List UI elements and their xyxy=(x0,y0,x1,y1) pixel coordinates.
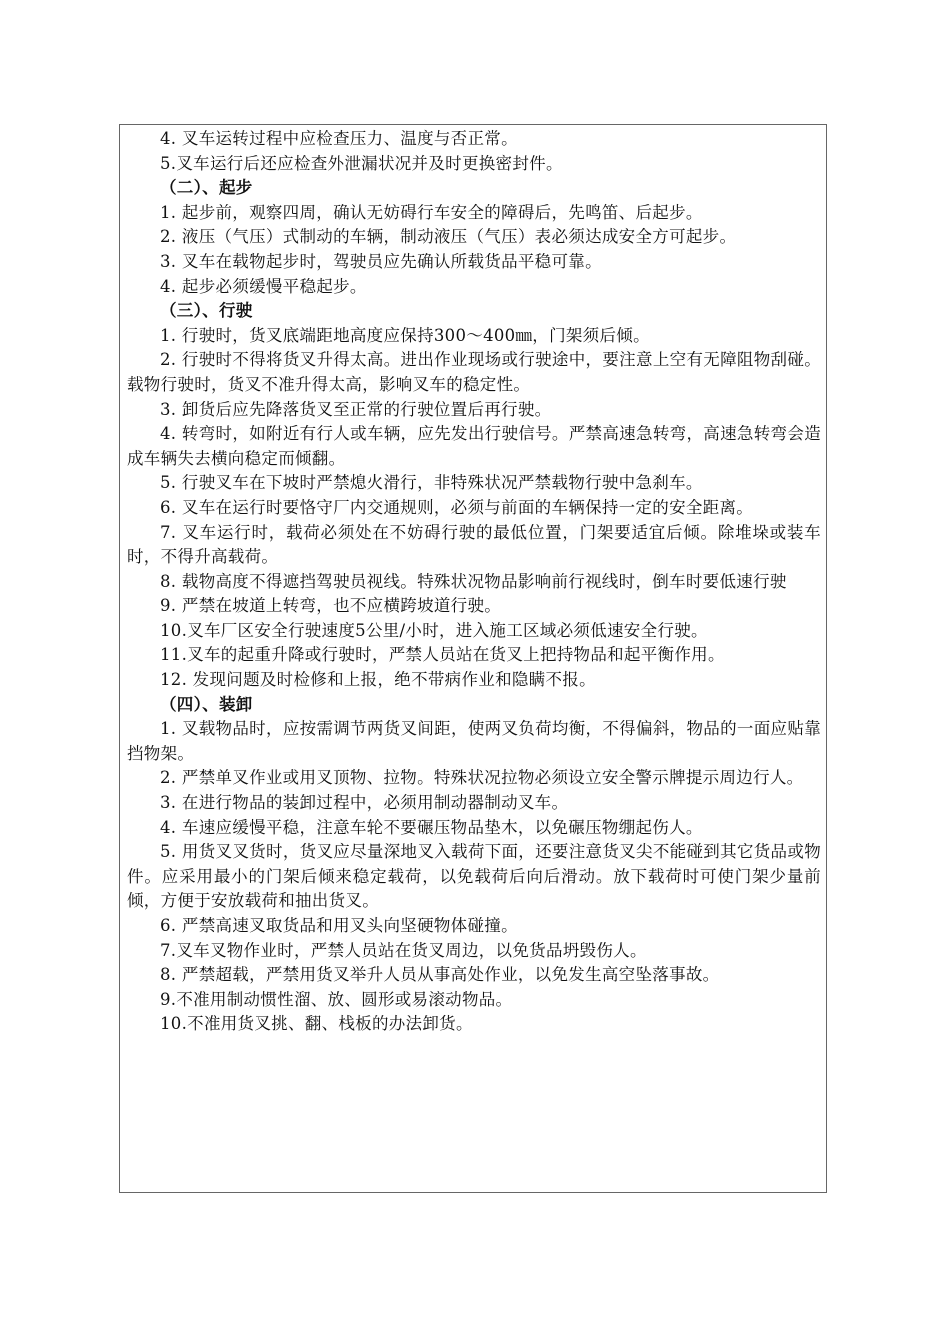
paragraph: 10.叉车厂区安全行驶速度5公里/小时，进入施工区域必须低速安全行驶。 xyxy=(160,620,708,640)
paragraph: 6. 叉车在运行时要恪守厂内交通规则，必须与前面的车辆保持一定的安全距离。 xyxy=(160,497,754,517)
section-heading: （二）、起步 xyxy=(160,178,253,198)
paragraph: 9.不准用制动惯性溜、放、圆形或易滚动物品。 xyxy=(160,989,513,1009)
section-heading: （四）、装卸 xyxy=(160,694,253,714)
paragraph: 8. 载物高度不得遮挡驾驶员视线。特殊状况物品影响前行视线时，倒车时要低速行驶 xyxy=(160,571,787,591)
paragraph: 10.不准用货叉挑、翻、栈板的办法卸货。 xyxy=(160,1014,473,1034)
paragraph: 1. 行驶时，货叉底端距地高度应保持300～400㎜，门架须后倾。 xyxy=(160,325,650,345)
paragraph: 9. 严禁在坡道上转弯，也不应横跨坡道行驶。 xyxy=(160,596,502,616)
paragraph: 4. 起步必须缓慢平稳起步。 xyxy=(160,276,367,296)
paragraph: 1. 起步前，观察四周，确认无妨碍行车安全的障碍后，先鸣笛、后起步。 xyxy=(160,202,703,222)
paragraph: 4. 车速应缓慢平稳，注意车轮不要碾压物品垫木，以免碾压物绷起伤人。 xyxy=(160,817,703,837)
section-heading: （三）、行驶 xyxy=(160,301,253,321)
paragraph: 2. 液压（气压）式制动的车辆，制动液压（气压）表必须达成安全方可起步。 xyxy=(160,227,737,247)
paragraph: 7. 叉车运行时，载荷必须处在不妨碍行驶的最低位置，门架要适宜后倾。除堆垛或装车时，不得升高载荷。 xyxy=(127,522,821,567)
paragraph: 6. 严禁高速叉取货品和用叉头向坚硬物体碰撞。 xyxy=(160,916,518,935)
paragraph: 5.叉车运行后还应检查外泄漏状况并及时更换密封件。 xyxy=(160,153,563,173)
paragraph: 2. 行驶时不得将货叉升得太高。进出作业现场或行驶途中，要注意上空有无障阻物刮碰。载物行驶时，货叉不准升得太高，影响叉车的稳定性。 xyxy=(127,350,821,394)
paragraph: 3. 叉车在载物起步时，驾驶员应先确认所载货品平稳可靠。 xyxy=(160,251,602,271)
document-body xyxy=(127,127,821,1037)
paragraph: 4. 叉车运转过程中应检查压力、温度与否正常。 xyxy=(160,129,518,148)
paragraph: 5. 行驶叉车在下坡时严禁熄火滑行，非特殊状况严禁载物行驶中急刹车。 xyxy=(160,473,703,493)
paragraph: 1. 叉载物品时，应按需调节两货叉间距，使两叉负荷均衡，不得偏斜，物品的一面应贴靠挡物架。 xyxy=(127,719,821,763)
paragraph: 2. 严禁单叉作业或用叉顶物、拉物。特殊状况拉物必须设立安全警示牌提示周边行人。 xyxy=(160,768,804,788)
paragraph: 5. 用货叉叉货时，货叉应尽量深地叉入载荷下面，还要注意货叉尖不能碰到其它货品或物件。应采用最小的门架后倾来稳定载荷，以免载荷后向后滑动。放下载荷时可使门架少量前倾，方便于安放载荷和抽出货叉。 xyxy=(127,842,821,911)
paragraph: 11.叉车的起重升降或行驶时，严禁人员站在货叉上把持物品和起平衡作用。 xyxy=(160,645,725,665)
paragraph: 4. 转弯时，如附近有行人或车辆，应先发出行驶信号。严禁高速急转弯，高速急转弯会造成车辆失去横向稳定而倾翻。 xyxy=(127,424,821,468)
paragraph: 12. 发现问题及时检修和上报，绝不带病作业和隐瞒不报。 xyxy=(160,670,596,690)
paragraph: 3. 在进行物品的装卸过程中，必须用制动器制动叉车。 xyxy=(160,793,569,813)
paragraph: 7.叉车叉物作业时，严禁人员站在货叉周边，以免货品坍毁伤人。 xyxy=(160,940,647,960)
paragraph: 8. 严禁超载，严禁用货叉举升人员从事高处作业，以免发生高空坠落事故。 xyxy=(160,965,720,985)
paragraph: 3. 卸货后应先降落货叉至正常的行驶位置后再行驶。 xyxy=(160,399,552,419)
